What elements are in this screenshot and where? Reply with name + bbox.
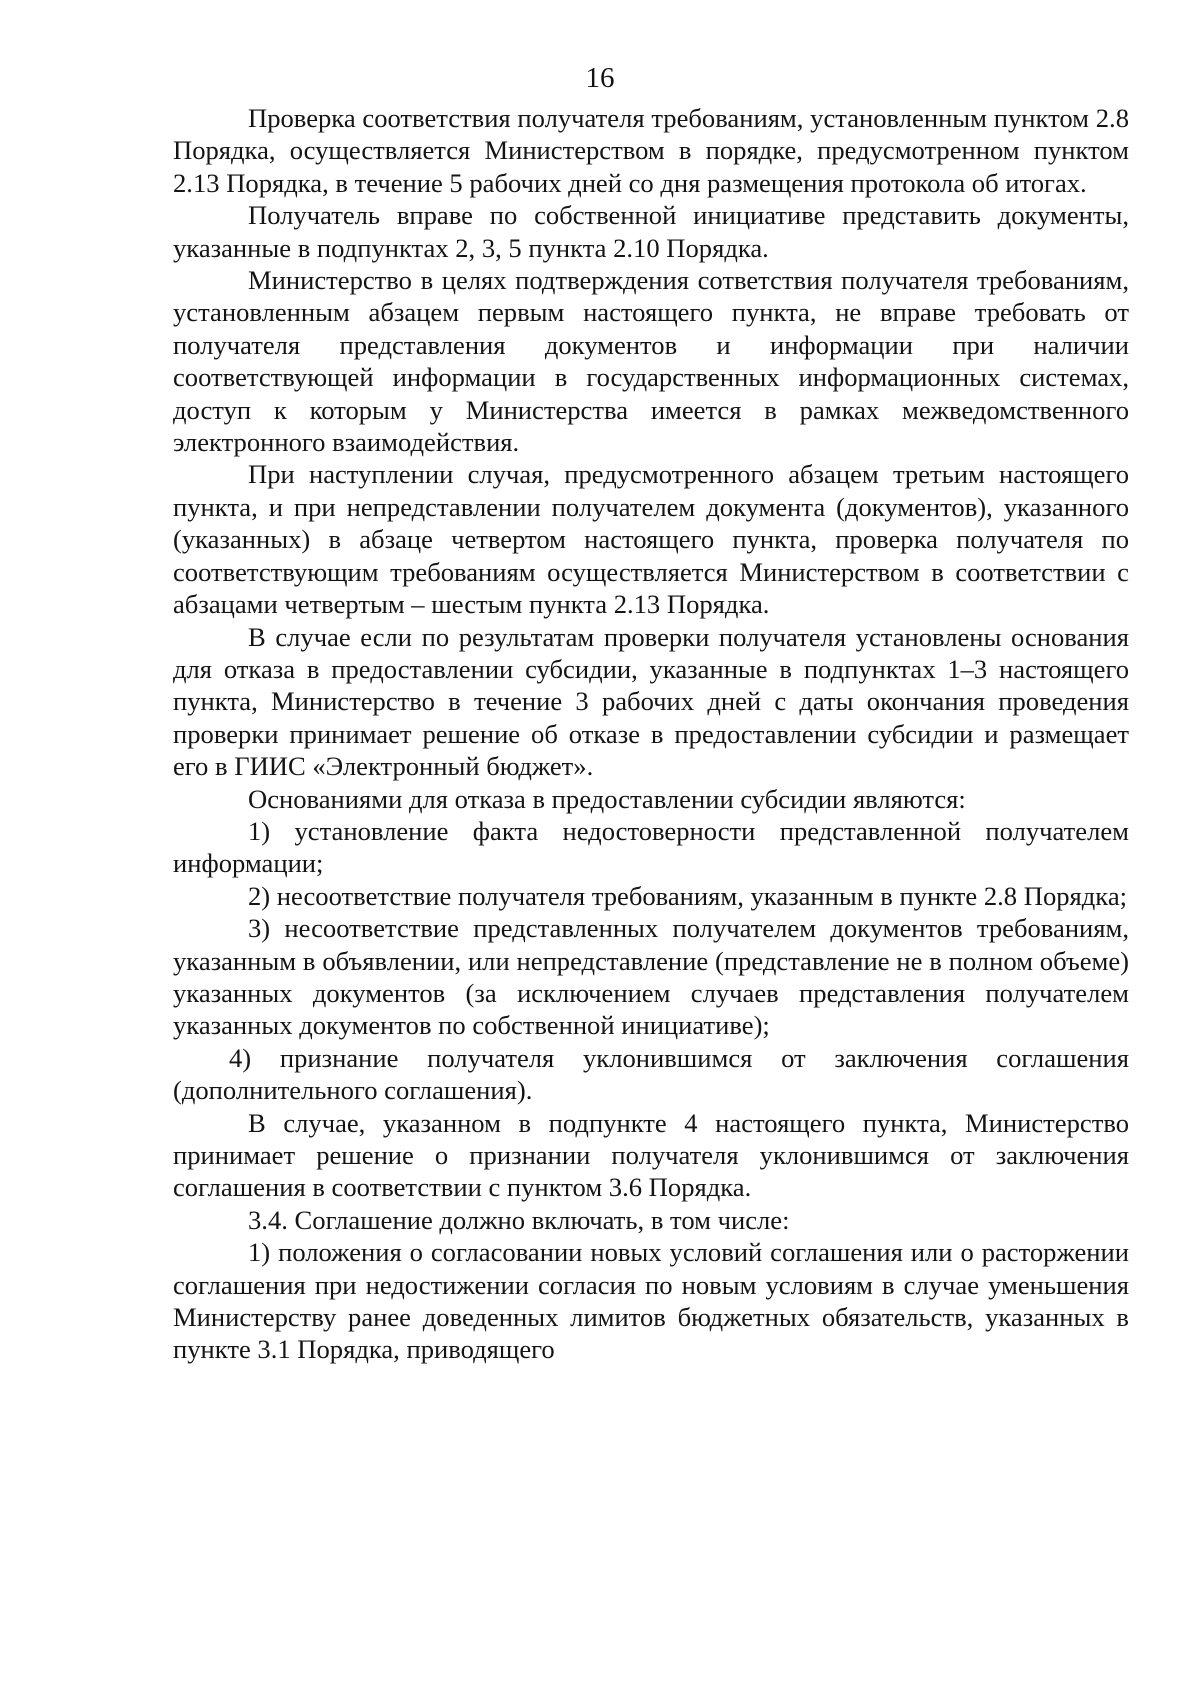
paragraph-verification: Проверка соответствия получателя требованиям, установленным пунктом 2.8 Порядка, осуществляется Министерством в порядке, предусмотренном пунктом 2.13 Порядка, в течение 5 рабочих дней со дня размещения протокола об итогах. [173,103,1129,198]
paragraph-evasion-decision: В случае, указанном в подпункте 4 настоящего пункта, Министерство принимает решение о признании получателя уклонившимся от заключения соглашения в соответствии с пунктом 3.6 Порядка. [173,1107,1129,1203]
list-item-3: 3) несоответствие представленных получателем документов требованиям, указанным в объявлении, или непредставление (представление не в полном объеме) указанных документов (за исключением случаев представления получателем указанных документов по собственной инициативе); [173,913,1129,1041]
list-item-1: 1) установление факта недостоверности представленной получателем информации; [173,815,1129,879]
paragraph-refusal-grounds-intro: Основаниями для отказа в предоставлении субсидии являются: [248,783,966,814]
document-body [173,102,1129,1366]
paragraph-ministry-restriction: Министерство в целях подтверждения сответствия получателя требованиям, установленным абзацем первым настоящего пункта, не вправе требовать от получателя представления документов и информации при наличии соответствующей информации в государственных информационных системах, доступ к которым у Министерства имеется в рамках межведомственного электронного взаимодействия. [173,265,1129,458]
list-item-4: 4) признание получателя уклонившимся от заключения соглашения (дополнительного соглашения). [173,1042,1129,1106]
page-number: 16 [585,62,615,94]
agreement-list-item-1: 1) положения о согласовании новых условий соглашения или о расторжении соглашения при недостижении согласия по новым условиям в случае уменьшения Министерству ранее доведенных лимитов бюджетных обязательств, указанных в пункте 3.1 Порядка, приводящего [173,1237,1129,1365]
list-item-2: 2) несоответствие получателя требованиям, указанным в пункте 2.8 Порядка; [248,880,1128,911]
paragraph-non-submission: При наступлении случая, предусмотренного абзацем третьим настоящего пункта, и при непредставлении получателем документа (документов), указанного (указанных) в абзаце четвертом настоящего пункта, проверка получателя по соответствующим требованиям осуществляется Министерством в соответствии с абзацами четвертым – шестым пункта 2.13 Порядка. [173,459,1129,620]
paragraph-own-initiative: Получатель вправе по собственной инициативе представить документы, указанные в подпунктах 2, 3, 5 пункта 2.10 Порядка. [173,200,1129,263]
section-heading-3-4: 3.4. Соглашение должно включать, в том числе: [248,1204,790,1235]
paragraph-refusal-decision: В случае если по результатам проверки получателя установлены основания для отказа в предоставлении субсидии, указанные в подпунктах 1–3 настоящего пункта, Министерство в течение 3 рабочих дней с даты окончания проведения проверки принимает решение об отказе в предоставлении субсидии и размещает его в ГИИС «Электронный бюджет». [173,621,1129,782]
